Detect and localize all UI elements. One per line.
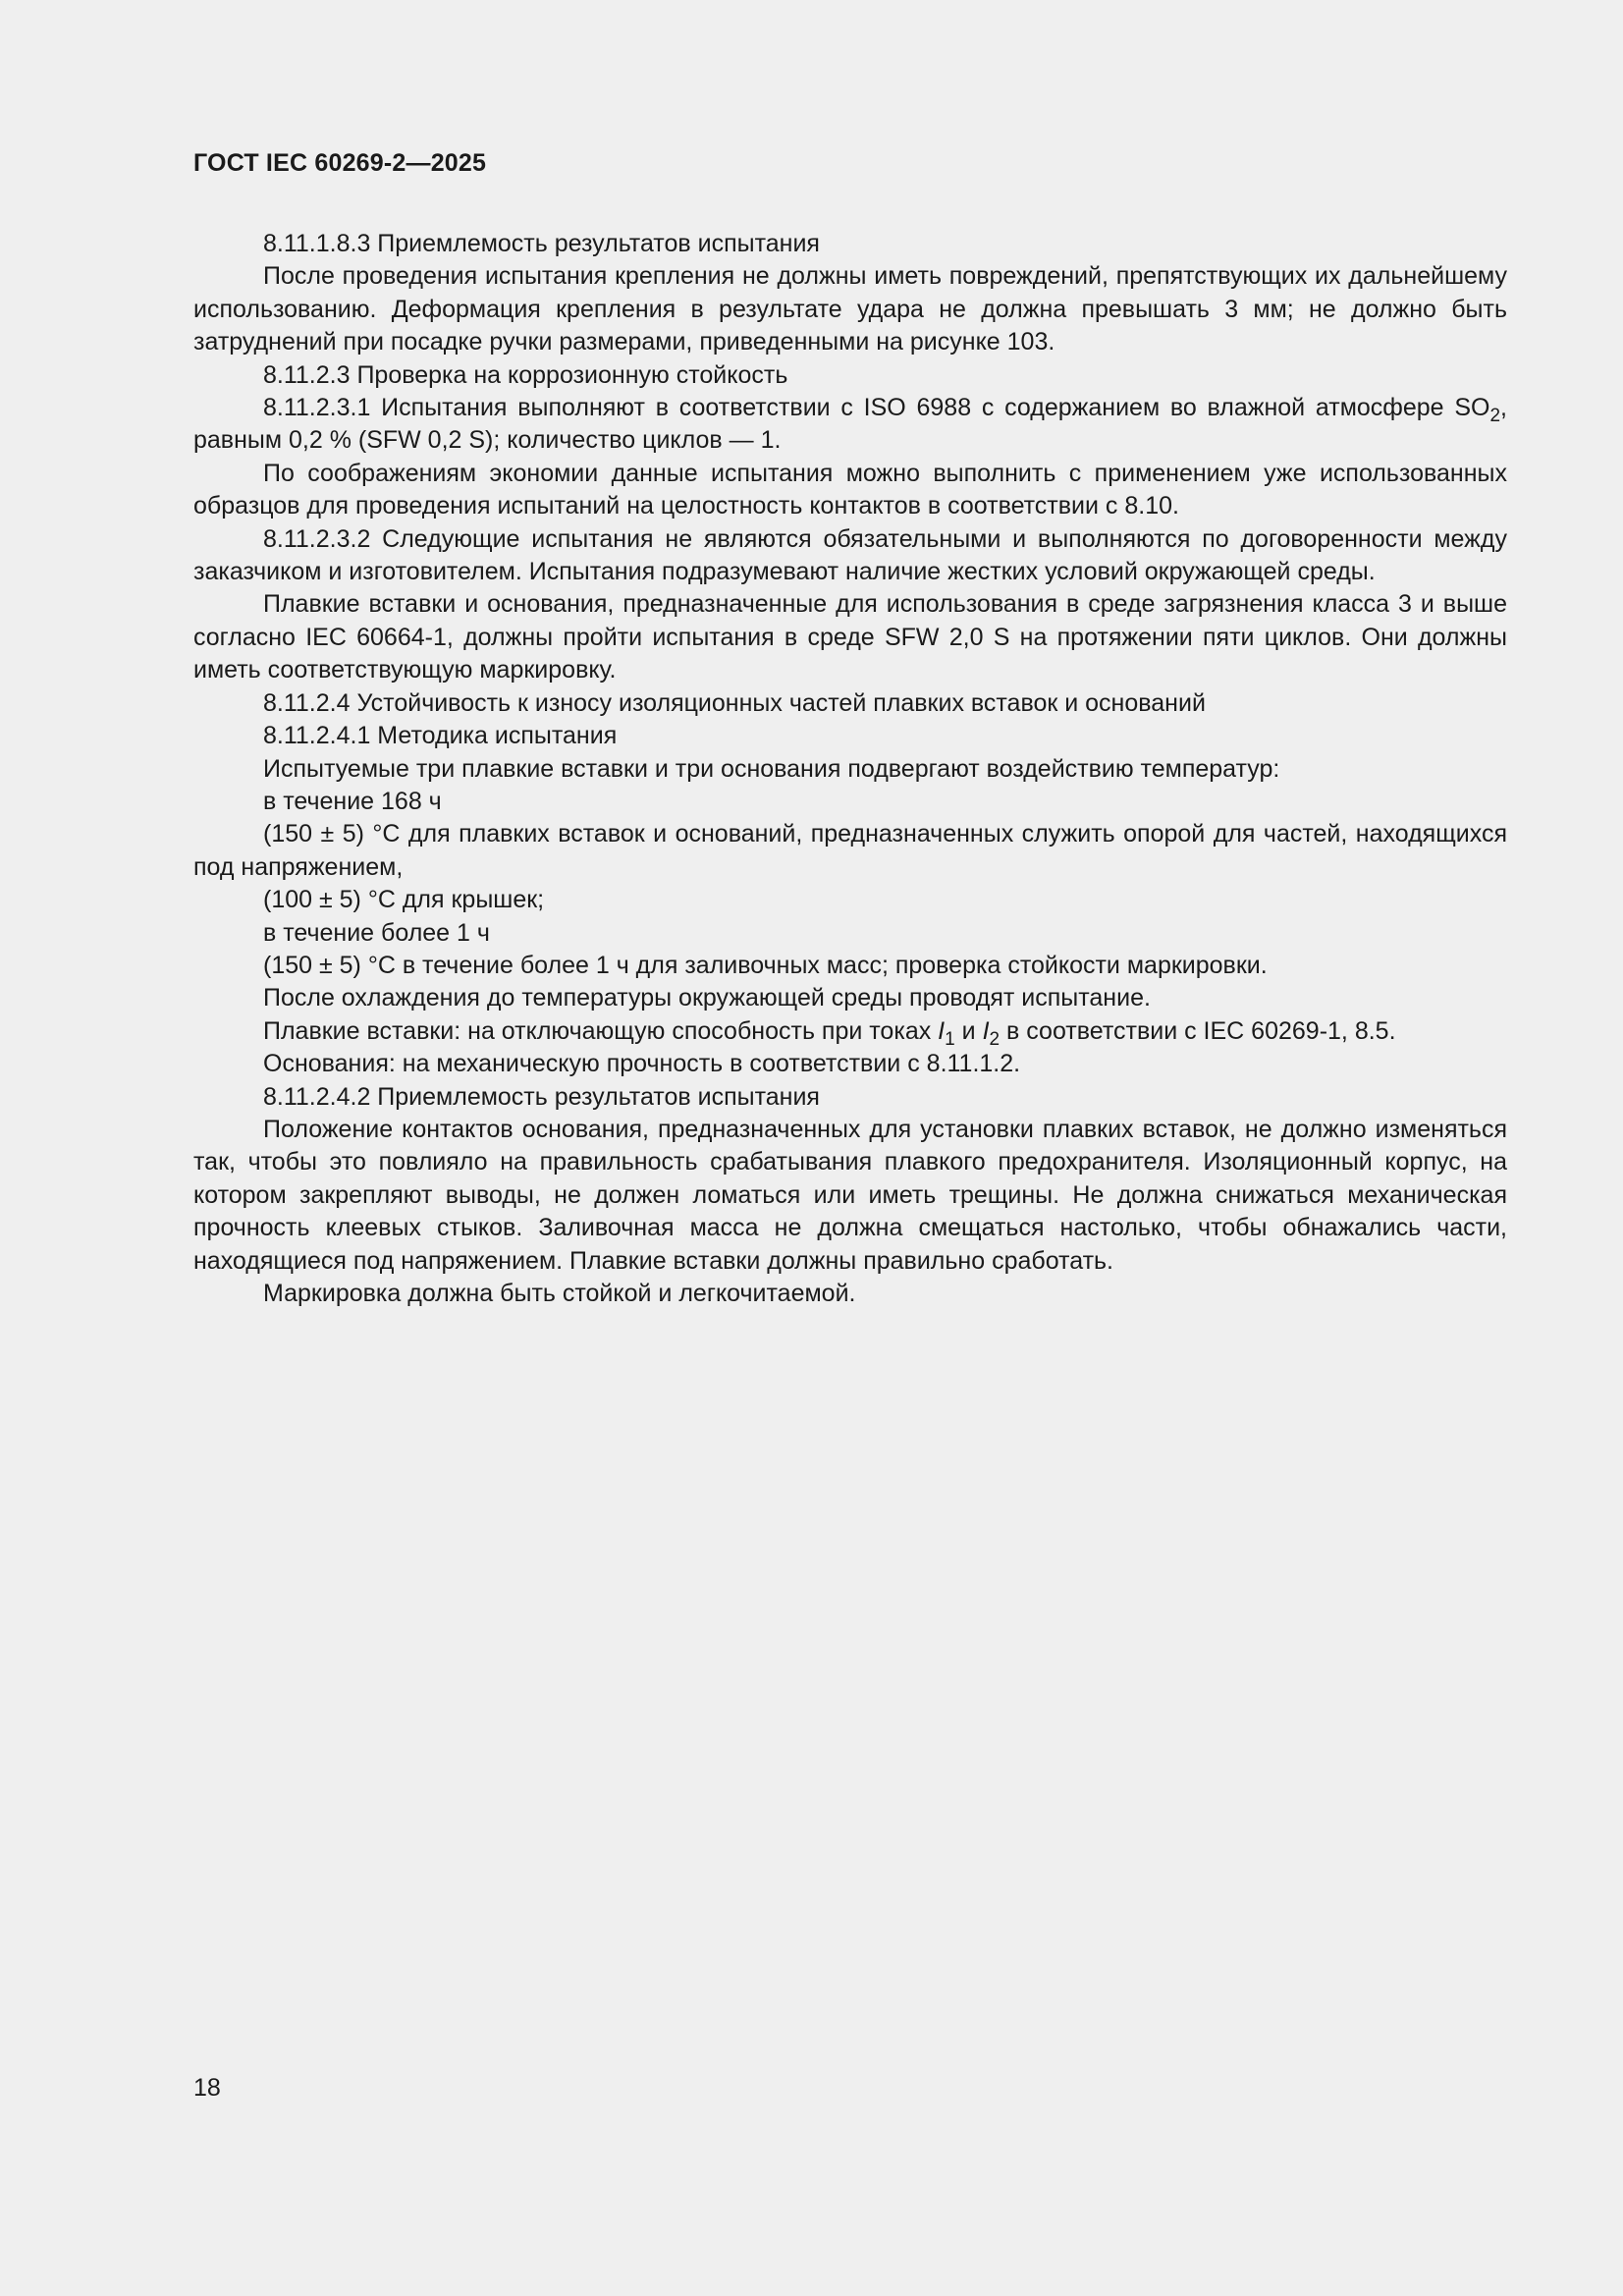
paragraph: (150 ± 5) °С в течение более 1 ч для заливочных масс; проверка стойкости маркировки. (263, 951, 1268, 979)
page-number: 18 (193, 2074, 221, 2102)
paragraph (193, 1015, 1507, 1048)
paragraph: (150 ± 5) °С для плавких вставок и оснований, предназначенных служить опорой для частей, находящихся под напряжением, (193, 820, 1507, 881)
paragraph: 8.11.2.3 Проверка на коррозионную стойкость (263, 360, 788, 389)
paragraph: в течение более 1 ч (263, 918, 490, 947)
paragraph: 8.11.2.4.2 Приемлемость результатов испытания (263, 1082, 820, 1111)
text-run: , равным 0,2 % (SFW 0,2 S); количество циклов — 1. (193, 394, 1507, 455)
subscript: 2 (1489, 406, 1501, 427)
paragraph: 8.11.2.4 Устойчивость к износу изоляционных частей плавких вставок и оснований (263, 688, 1206, 717)
paragraph: 8.11.2.3.2 Следующие испытания не являются обязательными и выполняются по договоренности между заказчиком и изготовителем. Испытания подразумевают наличие жестких условий окружающей среды. (193, 524, 1507, 586)
paragraph: После охлаждения до температуры окружающей среды проводят испытание. (263, 984, 1151, 1012)
paragraph: 8.11.2.4.1 Методика испытания (263, 722, 618, 750)
subscript: 2 (989, 1028, 1001, 1050)
paragraph: в течение 168 ч (263, 787, 442, 815)
paragraph: Основания: на механическую прочность в соответствии с 8.11.1.2. (263, 1050, 1021, 1078)
paragraph: (100 ± 5) °С для крышек; (263, 886, 545, 914)
paragraph (193, 392, 1507, 458)
paragraph: 8.11.1.8.3 Приемлемость результатов испытания (263, 230, 820, 257)
document-header: ГОСТ IEC 60269-2—2025 (193, 149, 487, 177)
current-symbol: I (938, 1016, 946, 1045)
document-body (193, 228, 1507, 1310)
text-run: Плавкие вставки: на отключающую способность при токах (263, 1016, 939, 1045)
paragraph: Маркировка должна быть стойкой и легкочитаемой. (263, 1280, 856, 1307)
paragraph: Положение контактов основания, предназначенных для установки плавких вставок, не должно изменяться так, чтобы это повлияло на правильность срабатывания плавкого предохранителя. Изоляционный корпус, на котором закрепляют выводы, не должен ломаться или иметь трещины. Не должна снижаться механическая прочность клеевых стыков. Заливочная масса не должна смещаться настолько, чтобы обнажались части, находящиеся под напряжением. Плавкие вставки должны правильно сработать. (193, 1115, 1507, 1275)
paragraph: После проведения испытания крепления не должны иметь повреждений, препятствующих их дальнейшему использованию. Деформация крепления в результате удара не должна превышать 3 мм; не должно быть затруднений при посадке ручки размерами, приведенными на рисунке 103. (193, 262, 1507, 356)
subscript: 1 (945, 1028, 955, 1050)
current-symbol: I (982, 1016, 990, 1045)
paragraph: Плавкие вставки и основания, предназначенные для использования в среде загрязнения класса 3 и выше согласно IEC 60664-1, должны пройти испытания в среде SFW 2,0 S на протяжении пяти циклов. Они должны иметь соответствующую маркировку. (193, 590, 1507, 684)
text-run: и (954, 1016, 983, 1045)
paragraph: Испытуемые три плавкие вставки и три основания подвергают воздействию температур: (263, 754, 1280, 783)
text-run: в соответствии с IEC 60269-1, 8.5. (1000, 1016, 1396, 1045)
text-run: 8.11.2.3.1 Испытания выполняют в соответствии с ISO 6988 с содержанием во влажной атмосфере SO (263, 394, 1490, 422)
paragraph: По соображениям экономии данные испытания можно выполнить с применением уже использованных образцов для проведения испытаний на целостность контактов в соответствии с 8.10. (193, 459, 1507, 520)
